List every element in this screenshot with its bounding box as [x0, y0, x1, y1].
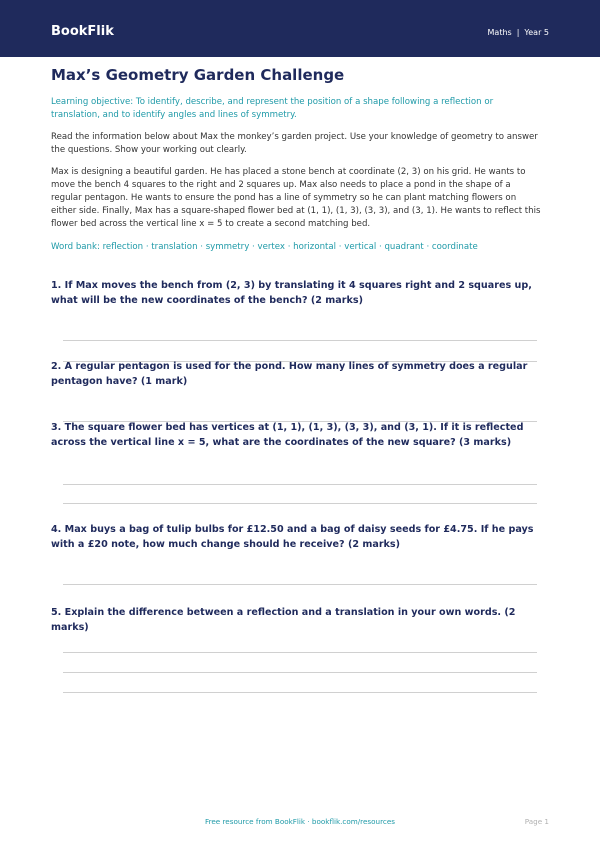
answer-line[interactable]: [63, 340, 537, 341]
question-1: 1. If Max moves the bench from (2, 3) by translating it 4 squares right and 2 squares up, what will be the new coordinates of the bench? (2 marks): [51, 280, 532, 306]
answer-line[interactable]: [63, 672, 537, 673]
brand-logo[interactable]: BookFlik: [51, 24, 114, 39]
answer-line[interactable]: [63, 503, 537, 504]
worksheet-intro: [51, 64, 541, 254]
year-label: Year 5: [524, 28, 549, 37]
footer-resource-link[interactable]: Free resource from BookFlik · bookflik.com/resources: [204, 817, 396, 826]
subject-year-label: [488, 27, 549, 39]
question-3: 3. The square flower bed has vertices at (1, 1), (1, 3), (3, 3), and (3, 1). If it is reflected across the vertical line x = 5, what are the coordinates of the new square? (3 marks): [51, 422, 524, 448]
story-paragraph: Max is designing a beautiful garden. He has placed a stone bench at coordinate (2, 3) on his grid. He wants to move the bench 4 squares to the right and 2 squares up. Max also needs to place a pond in the shape of a regular pentagon. He wants to ensure the pond has a line of symmetry so he can plant matching flowers on either side. Finally, Max has a square-shaped flower bed at (1, 1), (1, 3), (3, 3), and (3, 1). He wants to reflect this flower bed across the vertical line x = 5 to create a second matching bed.: [51, 167, 541, 229]
page-number: Page 1: [524, 817, 549, 826]
word-bank: Word bank: reflection · translation · symmetry · vertex · horizontal · vertical · quadrant · coordinate: [51, 242, 478, 252]
question-2: 2. A regular pentagon is used for the pond. How many lines of symmetry does a regular pentagon have? (1 mark): [51, 361, 528, 387]
page-header: [0, 0, 600, 57]
answer-line[interactable]: [63, 484, 537, 485]
learning-objective: Learning objective: To identify, describe, and represent the position of a shape following a reflection or translation, and to identify angles and lines of symmetry.: [51, 97, 494, 120]
header-separator: |: [516, 28, 520, 37]
answer-line[interactable]: [63, 584, 537, 585]
answer-line[interactable]: [63, 652, 537, 653]
instructions-paragraph: Read the information below about Max the monkey’s garden project. Use your knowledge of geometry to answer the questions. Show your working out clearly.: [51, 132, 538, 155]
question-5: 5. Explain the difference between a reflection and a translation in your own words. (2 marks): [51, 607, 516, 633]
worksheet-title: Max’s Geometry Garden Challenge: [51, 66, 345, 84]
subject-label: Maths: [487, 28, 512, 37]
question-4: 4. Max buys a bag of tulip bulbs for £12.50 and a bag of daisy seeds for £4.75. If he pays with a £20 note, how much change should he receive? (2 marks): [51, 524, 534, 550]
answer-line[interactable]: [63, 692, 537, 693]
